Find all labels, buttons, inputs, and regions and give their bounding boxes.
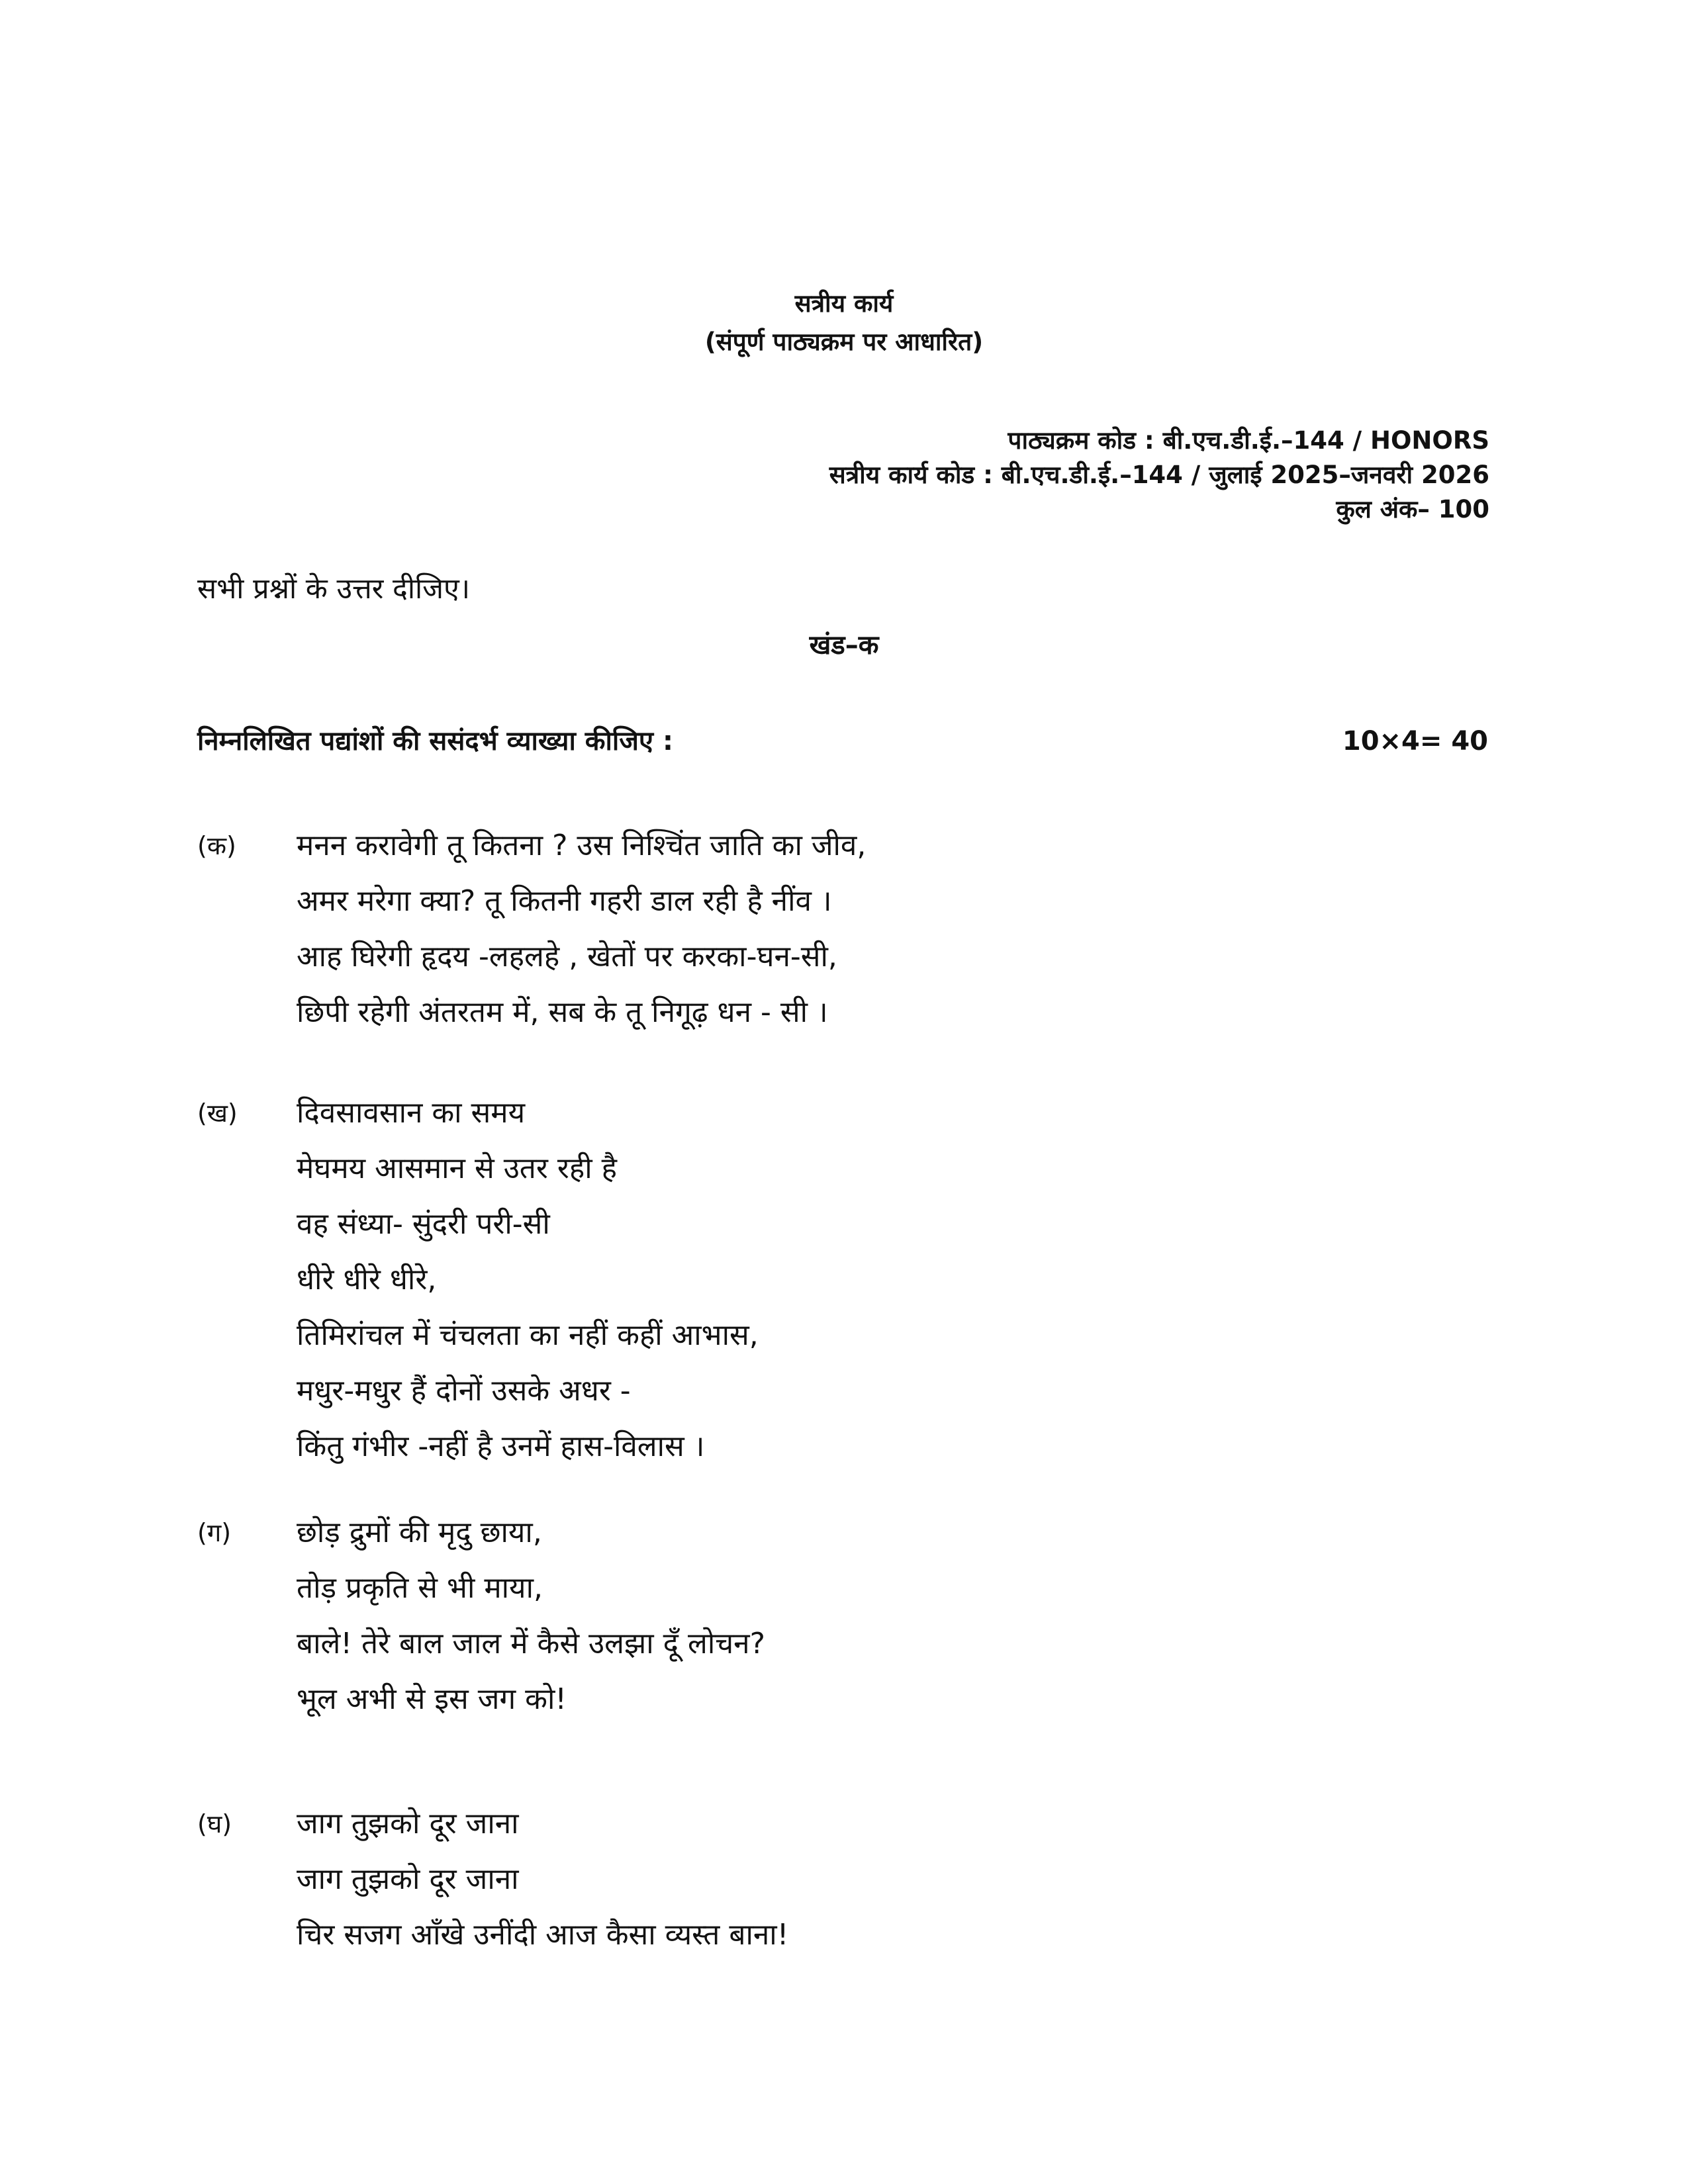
question-marks: 10×4= 40	[1342, 726, 1488, 756]
document-subtitle: (संपूर्ण पाठ्यक्रम पर आधारित)	[704, 328, 984, 356]
passage-line: छिपी रहेगी अंतरतम में, सब के तू निगूढ़ धन - सी ।	[297, 995, 828, 1029]
course-meta	[829, 424, 1489, 527]
passage-line: धीरे धीरे धीरे,	[297, 1263, 437, 1297]
passage-label: (ख)	[197, 1099, 238, 1128]
total-marks: कुल अंक– 100	[1336, 495, 1489, 523]
passage-line: भूल अभी से इस जग को!	[297, 1682, 567, 1716]
passage-line: मनन करावेगी तू कितना ? उस निश्चिंत जाति का जीव,	[297, 829, 867, 862]
passage-label: (क)	[197, 831, 236, 860]
section-heading: खंड–क	[809, 630, 879, 660]
document-title: सत्रीय कार्य	[794, 289, 894, 318]
passage-line: जाग तुझको दूर जाना	[297, 1862, 519, 1896]
passage-lines	[297, 818, 866, 1040]
passage-lines	[297, 1796, 788, 1963]
passage-line: जाग तुझको दूर जाना	[297, 1807, 519, 1841]
passage-lines	[297, 1505, 765, 1727]
passage-line: बाले! तेरे बाल जाल में कैसे उलझा दूँ लोचन?	[297, 1627, 765, 1661]
passage-line: मेघमय आसमान से उतर रही है	[297, 1152, 617, 1185]
passage-line: छोड़ द्रुमों की मृदु छाया,	[297, 1516, 542, 1549]
course-code: पाठ्यक्रम कोड : बी.एच.डी.ई.–144 / HONORS	[1008, 426, 1489, 455]
passage-line: दिवसावसान का समय	[297, 1096, 526, 1130]
title-block	[0, 285, 1688, 361]
general-instruction: सभी प्रश्नों के उत्तर दीजिए।	[197, 572, 471, 606]
passage-line: चिर सजग आँखे उनींदी आज कैसा व्यस्त बाना!	[297, 1918, 789, 1952]
passage-line: वह संध्या- सुंदरी परी-सी	[297, 1207, 550, 1241]
assignment-code: सत्रीय कार्य कोड : बी.एच.डी.ई.–144 / जुलाई 2025–जनवरी 2026	[829, 461, 1489, 489]
passage-line: तिमिरांचल में चंचलता का नहीं कहीं आभास,	[297, 1318, 759, 1352]
passage-line: मधुर-मधुर हैं दोनों उसके अधर -	[297, 1374, 631, 1408]
passage-line: तोड़ प्रकृति से भी माया,	[297, 1571, 543, 1605]
passage-line: आह घिरेगी हृदय -लहलहे , खेतों पर करका-घन-सी,	[297, 940, 837, 974]
passage-line: किंतु गंभीर -नहीं है उनमें हास-विलास ।	[297, 1430, 705, 1463]
passage-line: अमर मरेगा क्या? तू कितनी गहरी डाल रही है नींव ।	[297, 884, 832, 918]
passage-label: (ग)	[197, 1518, 232, 1547]
passage-label: (घ)	[197, 1809, 232, 1839]
passage-lines	[297, 1085, 759, 1475]
question-text: निम्नलिखित पद्यांशों की ससंदर्भ व्याख्या कीजिए :	[197, 726, 673, 756]
